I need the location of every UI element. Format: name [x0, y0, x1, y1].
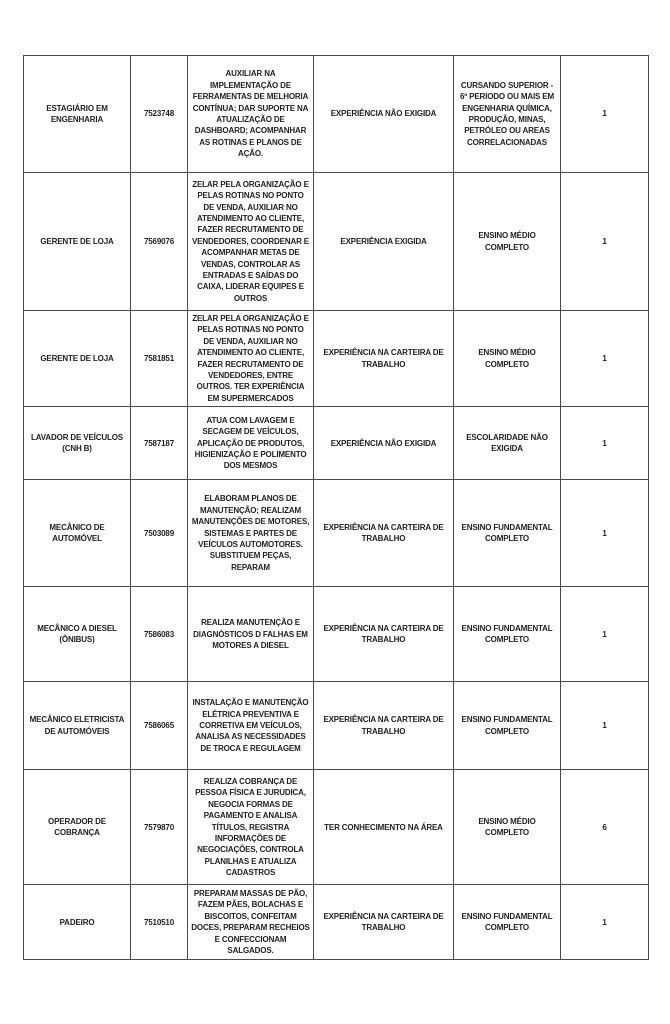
job-education-cell: ENSINO MÉDIO COMPLETO — [454, 311, 561, 407]
job-vacancies-table-body — [24, 56, 649, 960]
job-education-cell: ENSINO FUNDAMENTAL COMPLETO — [454, 480, 561, 587]
job-description-cell: INSTALAÇÃO E MANUTENÇÃO ELÉTRICA PREVENTIVA E CORRETIVA EM VEÍCULOS, ANALISA AS NECESSIDADES DE TROCA E REGULAGEM — [188, 682, 314, 770]
job-title-cell: MECÂNICO DE AUTOMÓVEL — [24, 480, 131, 587]
job-title-cell: MECÂNICO ELETRICISTA DE AUTOMÓVEIS — [24, 682, 131, 770]
job-title-cell: GERENTE DE LOJA — [24, 311, 131, 407]
job-experience-cell: EXPERIÊNCIA NA CARTEIRA DE TRABALHO — [314, 311, 454, 407]
job-title-cell: GERENTE DE LOJA — [24, 173, 131, 311]
job-education-cell: CURSANDO SUPERIOR - 6º PERIODO OU MAIS EM ENGENHARIA QUÍMICA, PRODUÇÃO, MINAS, PETRÓLEO OU AREAS CORRELACIONADAS — [454, 56, 561, 173]
job-description-cell: ZELAR PELA ORGANIZAÇÃO E PELAS ROTINAS NO PONTO DE VENDA, AUXILIAR NO ATENDIMENTO AO CLIENTE, FAZER RECRUTAMENTO DE VENDEDORES, COORDENAR E ACOMPANHAR METAS DE VENDAS, CONTROLAR AS ENTRADAS E SAÍDAS DO CAIXA, LIDERAR EQUIPES E OUTROS — [188, 173, 314, 311]
job-description-cell: PREPARAM MASSAS DE PÃO, FAZEM PÃES, BOLACHAS E BISCOITOS, CONFEITAM DOCES, PREPARAM RECHEIOS E CONFECCIONAM SALGADOS. — [188, 885, 314, 960]
job-openings-cell: 1 — [561, 407, 649, 480]
job-code-cell: 7579870 — [131, 770, 188, 885]
job-openings-cell: 6 — [561, 770, 649, 885]
job-education-cell: ESCOLARIDADE NÃO EXIGIDA — [454, 407, 561, 480]
job-openings-cell: 1 — [561, 682, 649, 770]
job-vacancies-table — [23, 55, 649, 960]
table-row — [24, 480, 649, 587]
job-openings-cell: 1 — [561, 885, 649, 960]
job-title-cell: PADEIRO — [24, 885, 131, 960]
job-experience-cell: EXPERIÊNCIA NA CARTEIRA DE TRABALHO — [314, 480, 454, 587]
job-code-cell: 7523748 — [131, 56, 188, 173]
job-openings-cell: 1 — [561, 587, 649, 682]
job-education-cell: ENSINO MÉDIO COMPLETO — [454, 770, 561, 885]
job-experience-cell: EXPERIÊNCIA EXIGIDA — [314, 173, 454, 311]
job-description-cell: ZELAR PELA ORGANIZAÇÃO E PELAS ROTINAS NO PONTO DE VENDA, AUXILIAR NO ATENDIMENTO AO CLIENTE, FAZER RECRUTAMENTO DE VENDEDORES, ENTRE OUTROS. TER EXPERIÊNCIA EM SUPERMERCADOS — [188, 311, 314, 407]
job-openings-cell: 1 — [561, 480, 649, 587]
table-row — [24, 770, 649, 885]
table-row — [24, 587, 649, 682]
job-education-cell: ENSINO FUNDAMENTAL COMPLETO — [454, 682, 561, 770]
job-education-cell: ENSINO MÉDIO COMPLETO — [454, 173, 561, 311]
job-description-cell: REALIZA MANUTENÇÃO E DIAGNÓSTICOS D FALHAS EM MOTORES A DIESEL — [188, 587, 314, 682]
job-description-cell: AUXILIAR NA IMPLEMENTAÇÃO DE FERRAMENTAS DE MELHORIA CONTÍNUA; DAR SUPORTE NA ATUALIZAÇÃO DE DASHBOARD; ACOMPANHAR AS ROTINAS E PLANOS DE AÇÃO. — [188, 56, 314, 173]
table-row — [24, 682, 649, 770]
job-code-cell: 7503089 — [131, 480, 188, 587]
job-code-cell: 7510510 — [131, 885, 188, 960]
job-title-cell: MECÂNICO A DIESEL (ÔNIBUS) — [24, 587, 131, 682]
job-code-cell: 7586083 — [131, 587, 188, 682]
job-openings-cell: 1 — [561, 173, 649, 311]
job-code-cell: 7587187 — [131, 407, 188, 480]
job-code-cell: 7586065 — [131, 682, 188, 770]
job-experience-cell: TER CONHECIMENTO NA ÁREA — [314, 770, 454, 885]
job-description-cell: ELABORAM PLANOS DE MANUTENÇÃO; REALIZAM MANUTENÇÕES DE MOTORES, SISTEMAS E PARTES DE VEÍCULOS AUTOMOTORES. SUBSTITUEM PEÇAS, REPARAM — [188, 480, 314, 587]
job-education-cell: ENSINO FUNDAMENTAL COMPLETO — [454, 587, 561, 682]
job-description-cell: ATUA COM LAVAGEM E SECAGEM DE VEÍCULOS, APLICAÇÃO DE PRODUTOS, HIGIENIZAÇÃO E POLIMENTO DOS MESMOS — [188, 407, 314, 480]
table-row — [24, 173, 649, 311]
job-openings-cell: 1 — [561, 311, 649, 407]
job-code-cell: 7581851 — [131, 311, 188, 407]
job-description-cell: REALIZA COBRANÇA DE PESSOA FÍSICA E JURUDICA, NEGOCIA FORMAS DE PAGAMENTO E ANALISA TÍTULOS, REGISTRA INFORMAÇÕES DE NEGOCIAÇÕES, CONTROLA PLANILHAS E ATUALIZA CADASTROS — [188, 770, 314, 885]
job-openings-cell: 1 — [561, 56, 649, 173]
job-experience-cell: EXPERIÊNCIA NÃO EXIGIDA — [314, 56, 454, 173]
table-row — [24, 407, 649, 480]
job-experience-cell: EXPERIÊNCIA NA CARTEIRA DE TRABALHO — [314, 587, 454, 682]
table-row — [24, 311, 649, 407]
job-title-cell: LAVADOR DE VEÍCULOS (CNH B) — [24, 407, 131, 480]
job-title-cell: OPERADOR DE COBRANÇA — [24, 770, 131, 885]
job-experience-cell: EXPERIÊNCIA NA CARTEIRA DE TRABALHO — [314, 885, 454, 960]
table-row — [24, 885, 649, 960]
job-title-cell: ESTAGIÁRIO EM ENGENHARIA — [24, 56, 131, 173]
job-education-cell: ENSINO FUNDAMENTAL COMPLETO — [454, 885, 561, 960]
job-experience-cell: EXPERIÊNCIA NÃO EXIGIDA — [314, 407, 454, 480]
table-row — [24, 56, 649, 173]
job-code-cell: 7569076 — [131, 173, 188, 311]
job-experience-cell: EXPERIÊNCIA NA CARTEIRA DE TRABALHO — [314, 682, 454, 770]
